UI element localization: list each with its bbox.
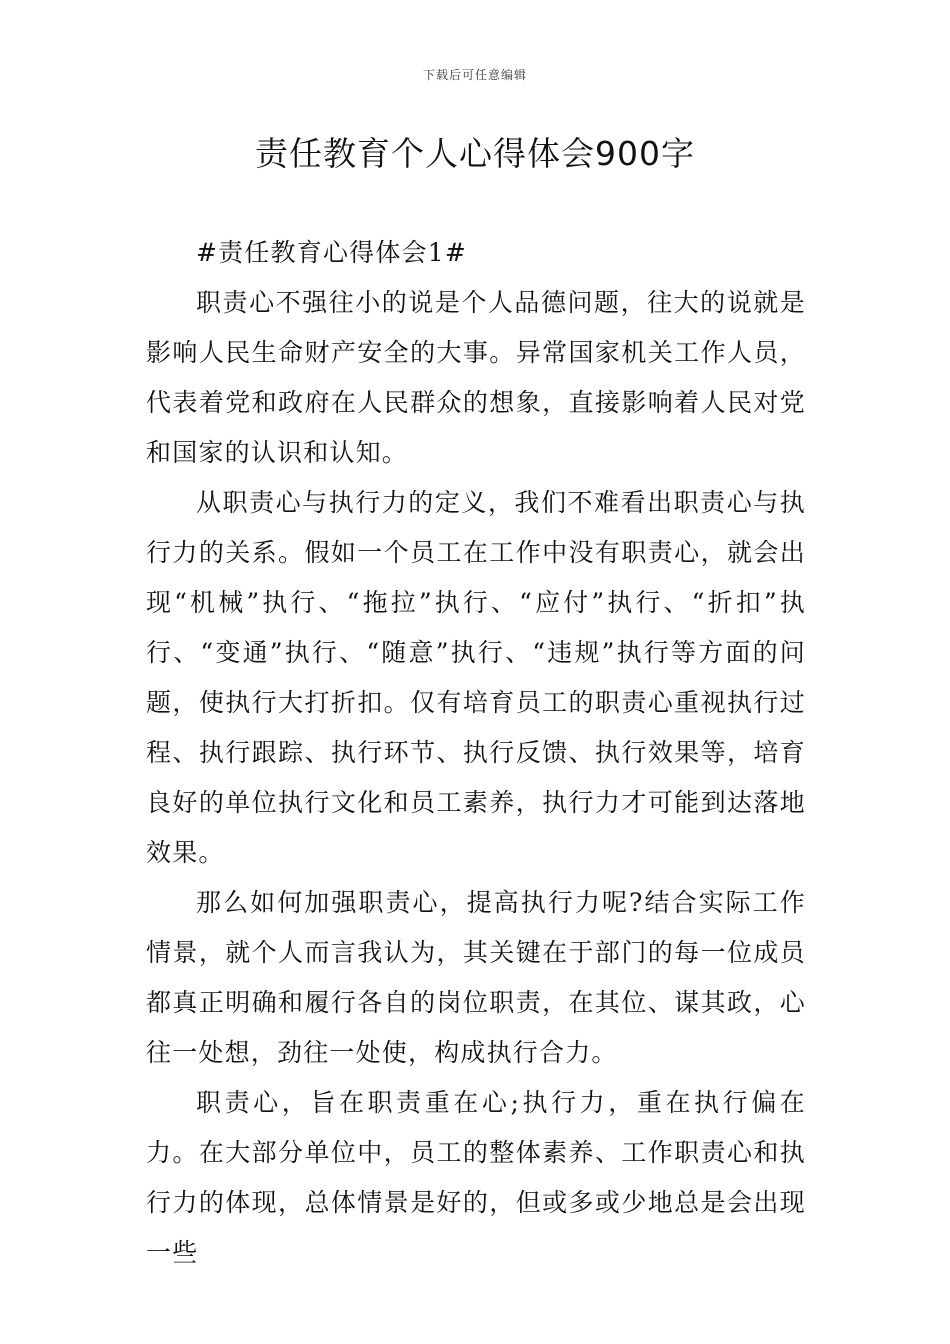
paragraph-1: 职责心不强往小的说是个人品德问题，往大的说就是影响人民生命财产安全的大事。异常国家机关工作人员，代表着党和政府在人民群众的想象，直接影响着人民对党和国家的认识和认知。 [146,288,806,467]
header-note: 下载后可任意编辑 [422,68,527,82]
paragraph-2: 从职责心与执行力的定义，我们不难看出职责心与执行力的关系。假如一个员工在工作中没有职责心，就会出现“机械”执行、“拖拉”执行、“应付”执行、“折扣”执行、“变通”执行、“随意”执行、“违规”执行等方面的问题，使执行大打折扣。仅有培育员工的职责心重视执行过程、执行跟踪、执行环节、执行反馈、执行效果等，培育良好的单位执行文化和员工素养，执行力才可能到达落地效果。 [146,488,806,867]
section-heading: #责任教育心得体会1# [196,238,468,267]
paragraph-4: 职责心，旨在职责重在心;执行力，重在执行偏在力。在大部分单位中，员工的整体素养、工作职责心和执行力的体现，总体情景是好的，但或多或少地总是会出现一些 [146,1088,806,1267]
paragraph-3: 那么如何加强职责心，提高执行力呢?结合实际工作情景，就个人而言我认为，其关键在于部门的每一位成员都真正明确和履行各自的岗位职责，在其位、谋其政，心往一处想，劲往一处使，构成执行合力。 [146,888,806,1067]
document-body [146,228,806,1278]
document-title: 责任教育个人心得体会900字 [255,134,695,173]
